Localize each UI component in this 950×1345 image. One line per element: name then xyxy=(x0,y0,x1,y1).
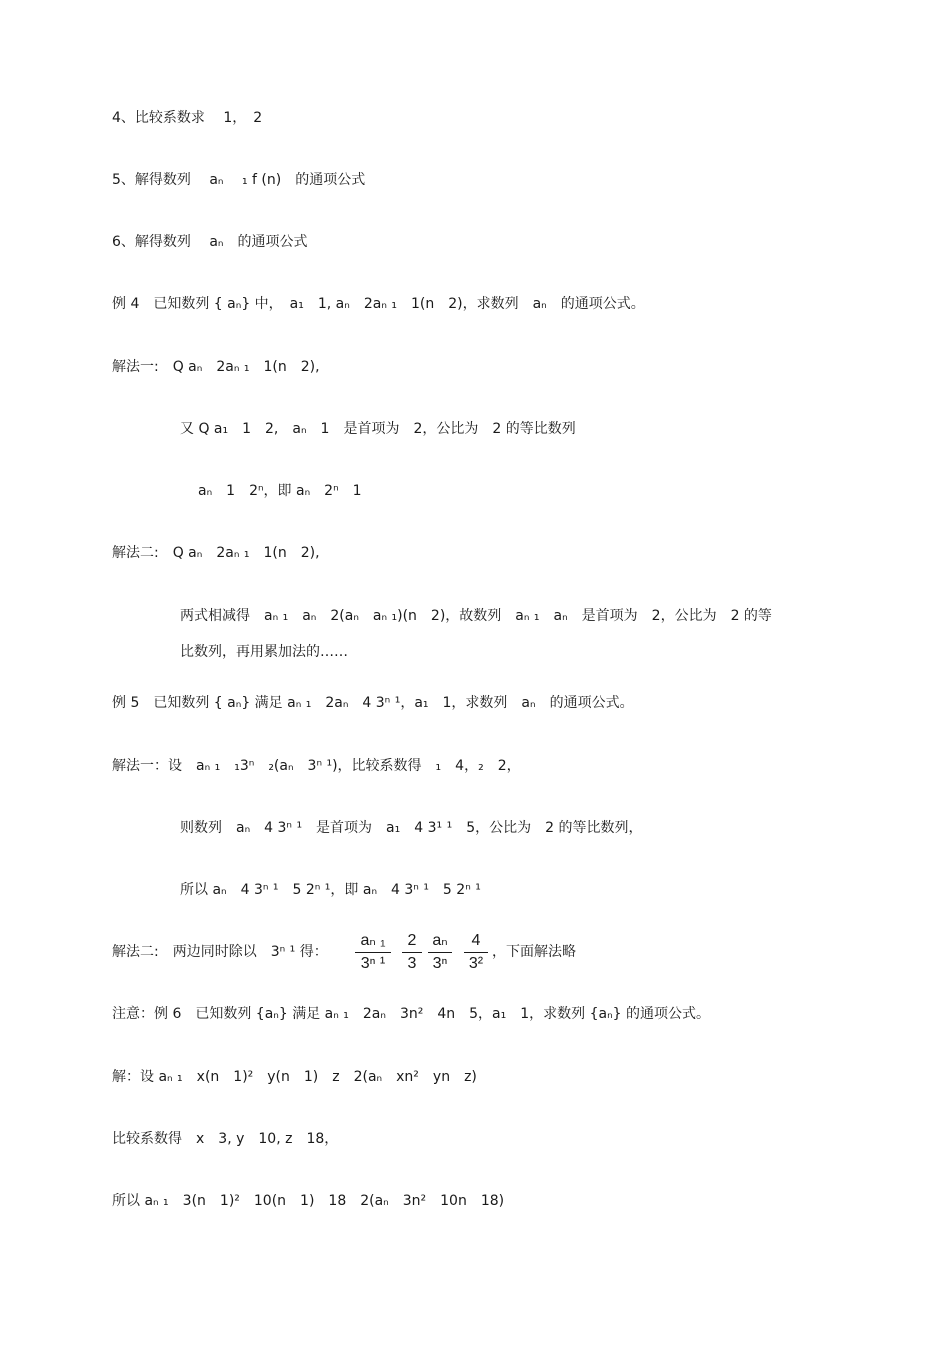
ex5-solution-1-line-2: 则数列 aₙ 4 3ⁿ ¹ 是首项为 a₁ 4 3¹ ¹ 5，公比为 2 的等比数列， xyxy=(180,820,643,836)
fraction-4-numerator: 4 xyxy=(471,932,481,949)
example-5: 例 5 已知数列 { aₙ} 满足 aₙ ₁ 2aₙ 4 3ⁿ ¹，a₁ 1，求数列 aₙ 的通项公式。 xyxy=(112,695,634,711)
ex5-solution-1-line-1: 解法一：设 aₙ ₁ ₁3ⁿ ₂(aₙ 3ⁿ ¹)，比较系数得 ₁ 4，₂ 2， xyxy=(112,758,521,774)
ex5-solution-2-tail: ，下面解法略 xyxy=(492,944,576,960)
fraction-2-denominator: 3 xyxy=(407,955,417,972)
fraction-2-numerator: 2 xyxy=(407,932,417,949)
solution-2-line-3: 比数列，再用累加法的…… xyxy=(180,644,348,660)
fraction-1 xyxy=(357,930,389,975)
fraction-1-numerator: aₙ ₁ xyxy=(360,932,386,949)
fraction-1-denominator: 3ⁿ ¹ xyxy=(360,955,386,972)
ex6-solution-line-1: 解：设 aₙ ₁ x(n 1)² y(n 1) z 2(aₙ xn² yn z) xyxy=(112,1069,477,1085)
line-2: 5、解得数列 aₙ ₁ f (n) 的通项公式 xyxy=(112,172,366,188)
fraction-3 xyxy=(430,930,450,975)
line-1: 4、比较系数求 1， 2 xyxy=(112,110,263,126)
example-4: 例 4 已知数列 { aₙ} 中， a₁ 1, aₙ 2aₙ ₁ 1(n 2)，求数列 aₙ 的通项公式。 xyxy=(112,296,645,312)
fraction-3-numerator: aₙ xyxy=(432,932,448,949)
line-3: 6、解得数列 aₙ 的通项公式 xyxy=(112,234,308,250)
solution-1-line-3: aₙ 1 2ⁿ，即 aₙ 2ⁿ 1 xyxy=(198,483,362,499)
solution-2-line-2: 两式相减得 aₙ ₁ aₙ 2(aₙ aₙ ₁)(n 2)，故数列 aₙ ₁ aₙ 是首项为 2，公比为 2 的等 xyxy=(180,608,772,624)
solution-2-line-1: 解法二: Q aₙ 2aₙ ₁ 1(n 2), xyxy=(112,545,320,561)
ex5-solution-1-line-3: 所以 aₙ 4 3ⁿ ¹ 5 2ⁿ ¹，即 aₙ 4 3ⁿ ¹ 5 2ⁿ ¹ xyxy=(180,882,481,898)
solution-1-line-1: 解法一: Q aₙ 2aₙ ₁ 1(n 2), xyxy=(112,359,320,375)
fraction-4 xyxy=(466,930,486,975)
ex5-solution-2-label: 解法二: 两边同时除以 3ⁿ ¹ 得： xyxy=(112,944,328,960)
solution-1-line-2: 又 Q a₁ 1 2, aₙ 1 是首项为 2，公比为 2 的等比数列 xyxy=(180,421,576,437)
ex6-solution-line-3: 所以 aₙ ₁ 3(n 1)² 10(n 1) 18 2(aₙ 3n² 10n 18) xyxy=(112,1193,505,1209)
fraction-2 xyxy=(404,930,420,975)
fraction-4-denominator: 3² xyxy=(468,955,484,972)
example-6: 注意：例 6 已知数列 {aₙ} 满足 aₙ ₁ 2aₙ 3n² 4n 5，a₁ 1，求数列 {aₙ} 的通项公式。 xyxy=(112,1006,711,1022)
fraction-3-denominator: 3ⁿ xyxy=(432,955,448,972)
ex6-solution-line-2: 比较系数得 x 3, y 10, z 18， xyxy=(112,1131,339,1147)
